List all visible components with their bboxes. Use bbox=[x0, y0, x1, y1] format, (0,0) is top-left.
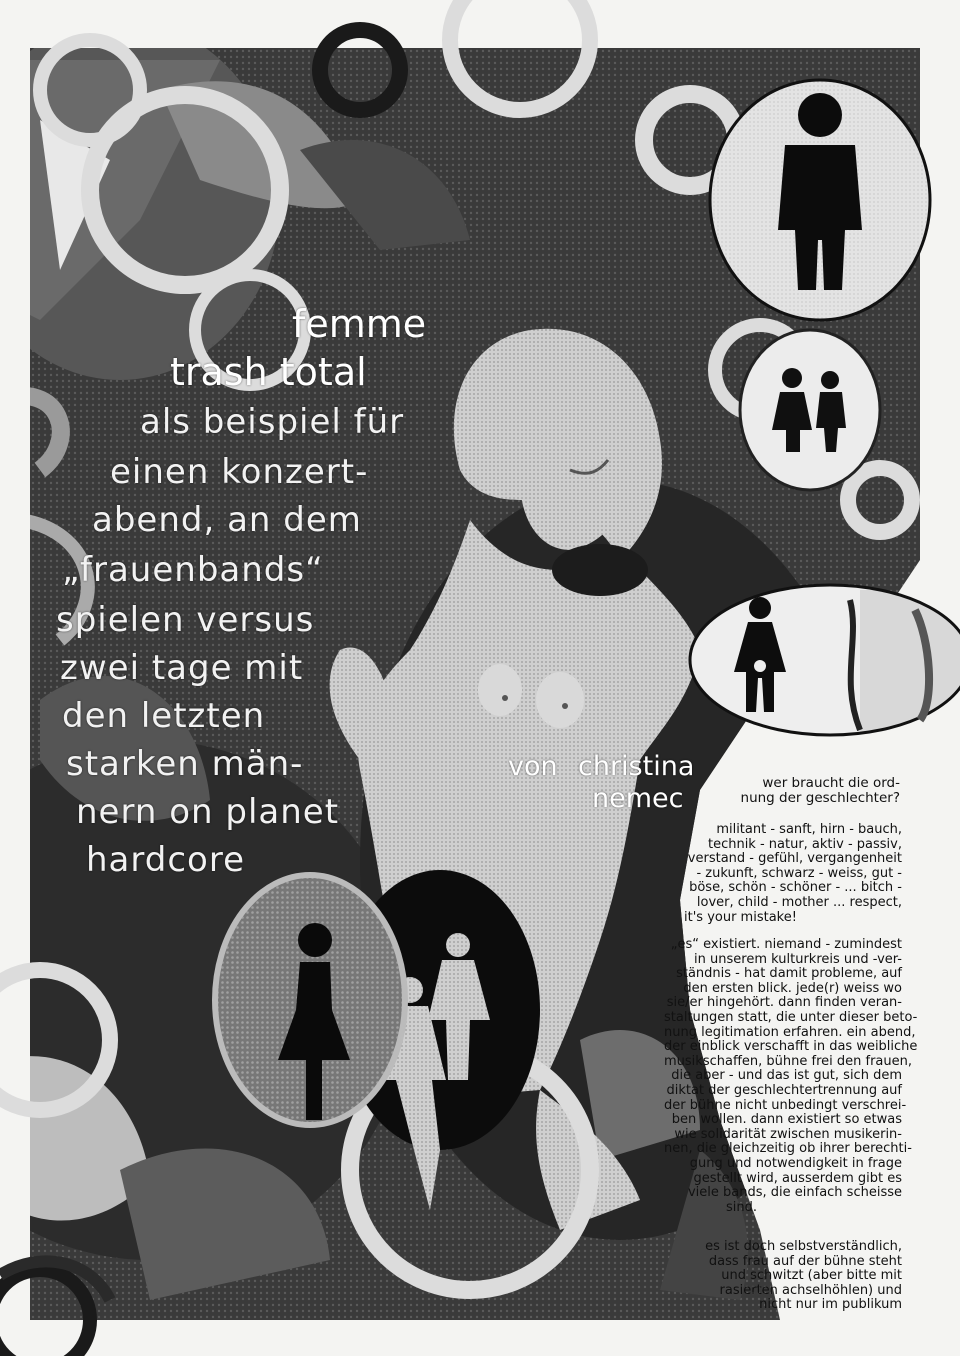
paragraph-line: militant - sanft, hirn - bauch, bbox=[716, 822, 902, 837]
headline-line: hardcore bbox=[86, 840, 245, 880]
paragraph-line: ständnis - hat damit probleme, auf bbox=[676, 966, 902, 982]
paragraph-line: nung legitimation erfahren. ein abend, bbox=[664, 1024, 916, 1040]
author-last-name: nemec bbox=[592, 783, 684, 814]
paragraph-line: wie solidarität zwischen musikerin- bbox=[674, 1126, 902, 1142]
headline-line: nern on planet bbox=[76, 792, 340, 832]
paragraph-line: dass frau auf der bühne steht bbox=[708, 1253, 902, 1269]
paragraph-line: viele bands, die einfach scheisse bbox=[687, 1185, 902, 1201]
paragraph-line: - zukunft, schwarz - weiss, gut - bbox=[696, 865, 902, 881]
subheading-line: nung der geschlechter? bbox=[740, 789, 900, 806]
paragraph-line: lover, child - mother ... respect, bbox=[696, 894, 902, 910]
paragraph-line: und schwitzt (aber bitte mit bbox=[721, 1268, 902, 1284]
paragraph-line: der einblick verschafft in das weibliche bbox=[664, 1039, 918, 1055]
headline-line: einen konzert- bbox=[110, 452, 369, 492]
headline-line: als beispiel für bbox=[140, 402, 405, 442]
paragraph-line: es ist doch selbstverständlich, bbox=[705, 1239, 902, 1254]
headline-line: abend, an dem bbox=[92, 500, 362, 540]
paragraph-line: in unserem kulturkreis und -ver- bbox=[694, 951, 902, 967]
paragraph-line: staltungen statt, die unter dieser beto- bbox=[664, 1009, 918, 1025]
headline-line: spielen versus bbox=[56, 600, 315, 640]
paragraph-line: rasierten achselhöhlen) und bbox=[719, 1282, 902, 1298]
paragraph-2 bbox=[664, 937, 918, 1215]
paragraph-line: gung und notwendigkeit in frage bbox=[689, 1155, 902, 1171]
headline-line: zwei tage mit bbox=[60, 648, 304, 688]
paragraph-line: „es“ existiert. niemand - zumindest bbox=[670, 937, 902, 952]
author-first-name: christina bbox=[578, 751, 695, 782]
paragraph-line: verstand - gefühl, vergangenheit bbox=[687, 851, 902, 867]
paragraph-line: it's your mistake! bbox=[684, 909, 797, 925]
paragraph-line: nen, die gleichzeitig ob ihrer berechti- bbox=[664, 1141, 912, 1157]
headline-line: „frauenbands“ bbox=[62, 550, 324, 590]
subheading bbox=[640, 776, 900, 805]
headline-line: den letzten bbox=[62, 696, 266, 736]
paragraph-line: nicht nur im publikum bbox=[759, 1297, 902, 1313]
paragraph-line: böse, schön - schöner - ... bitch - bbox=[689, 880, 902, 896]
headline-line: trash total bbox=[170, 350, 367, 394]
paragraph-line: sind. bbox=[726, 1199, 758, 1215]
paragraph-line: sie/er hingehört. dann finden veran- bbox=[666, 995, 902, 1011]
paragraph-line: gestellt wird, ausserdem gibt es bbox=[693, 1170, 902, 1186]
paragraph-1 bbox=[640, 823, 902, 925]
paragraph-line: diktat der geschlechtertrennung auf bbox=[666, 1082, 902, 1098]
paragraph-line: der bühne nicht unbedingt verschrei- bbox=[664, 1097, 907, 1113]
paragraph-3 bbox=[660, 1240, 902, 1313]
paragraph-line: ben wollen. dann existiert so etwas bbox=[671, 1112, 902, 1128]
headline-line: femme bbox=[292, 302, 427, 346]
byline-prefix: von bbox=[508, 751, 558, 782]
paragraph-line: den ersten blick. jede(r) weiss wo bbox=[683, 980, 902, 996]
subheading-line: wer braucht die ord- bbox=[762, 775, 900, 791]
paragraph-line: technik - natur, aktiv - passiv, bbox=[707, 836, 902, 852]
paragraph-line: die aber - und das ist gut, sich dem bbox=[671, 1068, 902, 1084]
paragraph-line: musikschaffen, bühne frei den frauen, bbox=[664, 1053, 912, 1069]
headline-line: starken män- bbox=[66, 744, 304, 784]
